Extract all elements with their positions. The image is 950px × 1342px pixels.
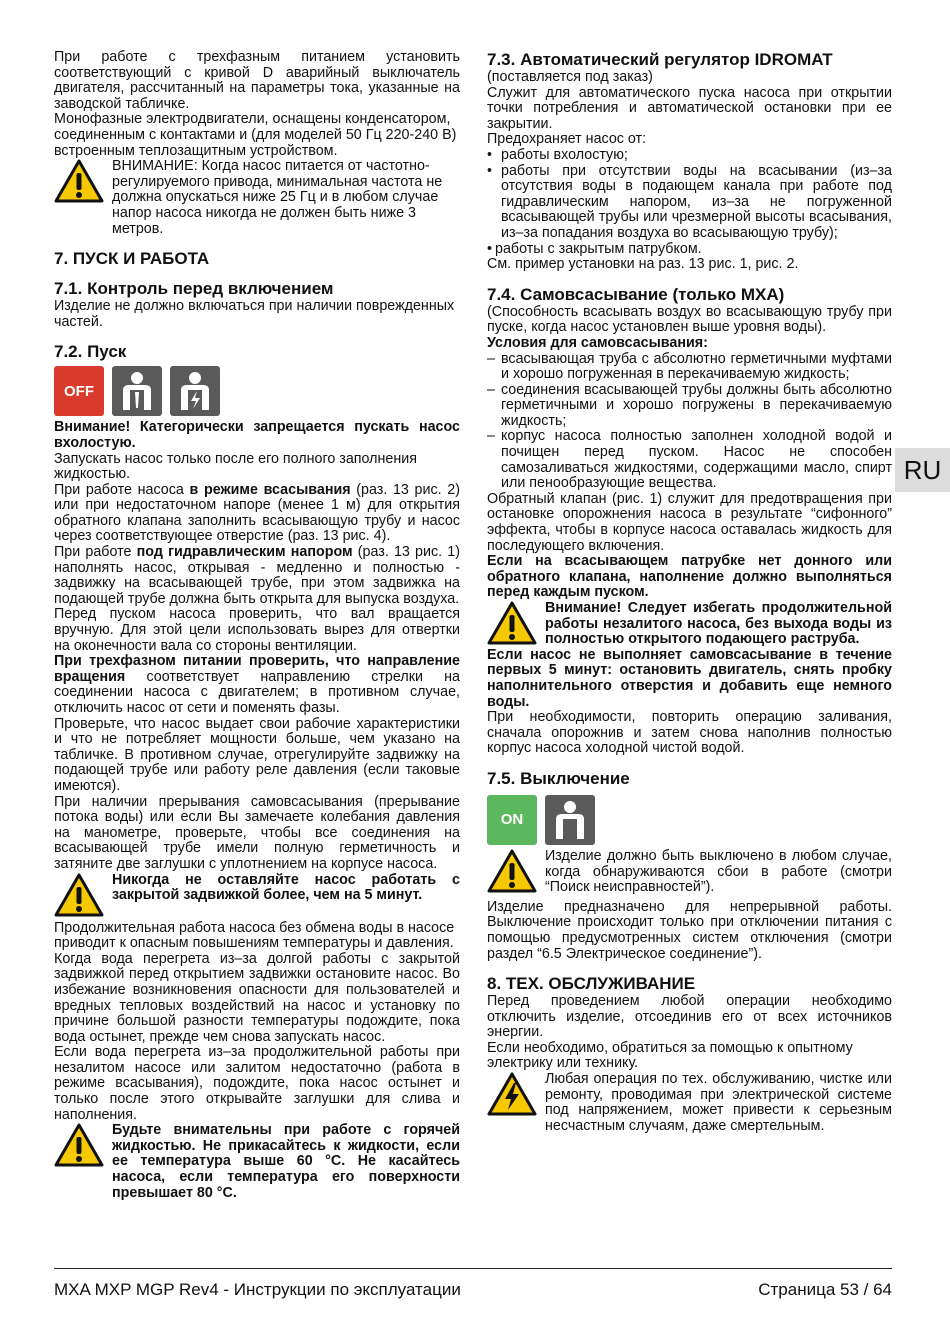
section-7-3-text-2: Предохраняет насос от: xyxy=(487,131,647,148)
section-7-5-heading: 7.5. Выключение xyxy=(487,768,630,788)
maintenance-text-1: Перед проведением любой операции необходимо отключить изделие, отсоединив его от всех источников энергии. xyxy=(487,993,892,1041)
warning-triangle-icon xyxy=(54,1123,104,1167)
list-item: • работы вхолостую; xyxy=(487,146,628,163)
list-item: • работы при отсутствии воды на всасывании (из–за отсутствия воды в подающем канала при работе под гидравлическим напором, из–за не погруженной всасывающей трубы или чрезмерной высоты всасывания, из–за попадания воздуха во всасывающую трубу); xyxy=(487,162,892,241)
section-7-3-text-1: Служит для автоматического пуска насоса при открытии точки потребления и автоматической остановки при ее закрытии. xyxy=(487,84,892,132)
warning-frequency-text: ВНИМАНИЕ: Когда насос питается от частотно-регулируемого привода, минимальная частота не должна опускаться ниже 25 Гц и в любом случае напор насоса никогда не должен быть ниже 3 метров. xyxy=(112,158,443,237)
warning-dry-run-text: Внимание! Следует избегать продолжительной работы незалитого насоса, без выхода воды из полностью открытого подающего раструба. xyxy=(545,600,892,648)
maintenance-text-2: Если необходимо, обратиться за помощью к опытному электрику или технику. xyxy=(487,1039,853,1072)
rotation-text-bold: При трехфазном питании проверить, что направление вращения xyxy=(54,653,460,685)
warning-triangle-icon xyxy=(54,159,104,203)
list-item-text: работы с закрытым патрубком. xyxy=(495,240,702,257)
footer-divider xyxy=(54,1268,892,1269)
rotation-text-c: соответствует направлению стрелки на соединении насоса с двигателем; в противном случае, отключить насос от сети и поменять фазы. xyxy=(54,668,460,716)
warning-triangle-icon xyxy=(487,601,537,645)
list-item: – всасывающая труба с абсолютно герметичными муфтами и хорошо погруженная в перекачиваемую жидкость; xyxy=(487,350,892,383)
list-item: • работы с закрытым патрубком. xyxy=(487,240,702,257)
operator-icon xyxy=(545,795,595,845)
list-item: – корпус насоса полностью заполнен холодной водой и почищен перед пуском. Насос не способен самозаливаться жидкостями, содержащими масло, спирт или пенообразующие вещества. xyxy=(487,428,892,492)
start-icons-row xyxy=(54,366,460,416)
section-7-4-text-1: (Способность всасывать воздух во всасывающую трубу при пуске, когда насос установлен выше уровня воды). xyxy=(487,303,892,336)
suction-text-bold: в режиме всасывания xyxy=(189,481,351,498)
dry-run-warning-bold: Внимание! Категорически запрещается пускать насос вхолостую. xyxy=(54,419,460,451)
shutdown-icons-row xyxy=(487,795,892,845)
warning-closed-valve-text: Никогда не оставляйте насос работать с закрытой задвижкой более, чем на 5 минут. xyxy=(112,871,460,904)
suction-text-c: (раз. 13 рис. 2) или при недостаточном напоре (менее 1 м) для открытия обратного клапана заполнить всасывающую трубу и насос через соответствующее отверстие (раз. 13 рис. 4). xyxy=(54,481,460,545)
footer-page-number: Страница 53 / 64 xyxy=(758,1280,892,1299)
footer-document-title: MXA MXP MGP Rev4 - Инструкции по эксплуатации xyxy=(54,1280,461,1299)
warning-hot-liquid-text: Будьте внимательны при работе с горячей жидкостью. Не прикасайтесь к жидкости, если ее температура выше 60 °C. Не касайтесь насоса, если температура его поверхности превышает 80 °C. xyxy=(112,1122,460,1201)
overheat-text-2: Если вода перегрета из–за продолжительной работы при незалитом насосе или залитом недостаточно (работа в режиме всасывания), подождите, пока насос остынет и только после этого открывайте заглушки для слива и наполнения. xyxy=(54,1044,460,1123)
list-item-text: работы при отсутствии воды на всасывании (из–за отсутствия воды в подающем канала при работе под гидравлическим напором, из–за не погруженной всасывающей трубы или чрезмерной высоты всасывания, из–за попадания воздуха во всасывающую трубу); xyxy=(501,162,892,241)
off-switch-icon: OFF xyxy=(54,366,104,416)
suction-text-a: При работе насоса xyxy=(54,481,190,498)
warning-electric-text: Любая операция по тех. обслуживанию, чистке или ремонту, проводимая при электрической системе под напряжением, может привести к серьезным несчастным случаям, даже смертельным. xyxy=(545,1071,892,1134)
section-7-3-text-3: См. пример установки на раз. 13 рис. 1, рис. 2. xyxy=(487,256,799,273)
section-7-3-subtitle: (поставляется под заказ) xyxy=(487,69,653,85)
five-minutes-bold-text: Если насос не выполняет самовсасывание в течение первых 5 минут: остановить двигатель, снять пробку наполнительного отверстия и добавить еще немного воды. xyxy=(487,646,892,710)
interruption-text: При наличии прерывания самовсасывания (прерывание потока воды) или если Вы замечаете колебания давления на манометре, проверьте, чтобы все соединения на всасывающей трубе имели полную герметичность и затяните две заглушки с уплотнением на корпусе насоса. xyxy=(54,793,460,872)
warning-closed-valve-block xyxy=(54,873,460,917)
list-item: – соединения всасывающей трубы должны быть абсолютно герметичными и хорошо погружены в перекачиваемую жидкость; xyxy=(487,381,892,429)
performance-check-text: Проверьте, что насос выдает свои рабочие характеристики и что не потребляет мощности больше, чем указано на табличке. В противном случае, отрегулируйте задвижку на подающей трубе или работу реле давления (если таковые имеются). xyxy=(54,715,460,794)
intro-paragraph-2: Монофазные электродвигатели, оснащены конденсатором, соединенным с контактами и (для моделей 50 Гц 220-240 В) встроенным теплозащитным устройством. xyxy=(54,111,457,159)
list-item-text: соединения всасывающей трубы должны быть абсолютно герметичными и хорошо погружены в перекачиваемую жидкость; xyxy=(501,381,892,429)
section-7-4-heading: 7.4. Самовсасывание (только MXA) xyxy=(487,284,785,304)
no-valve-bold-text: Если на всасывающем патрубке нет донного или обратного клапана, наполнение должно выполняться перед каждым пуском. xyxy=(487,553,892,601)
warning-shutdown-block xyxy=(487,849,892,896)
overheat-text-1: Когда вода перегрета из–за долгой работы с закрытой задвижкой перед открытием задвижки остановите насос. Во избежание возникновения опасности для пользователей и вредных тепловых воздействий на насос и установку по причине большой разности температуры подождите, пока вода остынет, прежде чем снова запускать насос. xyxy=(54,950,460,1045)
head-text-bold: под гидравлическим напором xyxy=(136,544,353,561)
electric-hazard-icon xyxy=(487,1072,537,1116)
language-tab-ru: RU xyxy=(895,448,950,492)
check-valve-text: Обратный клапан (рис. 1) служит для предотвращения при остановке опорожнения насоса в результате “сифонного” эффекта, чтобы в корпусе насоса оставалась жидкость для последующего включения. xyxy=(487,490,892,554)
suction-mode-text xyxy=(54,483,460,545)
on-switch-icon: ON xyxy=(487,795,537,845)
list-item-text: корпус насоса полностью заполнен холодной водой и почищен перед пуском. Насос не способен самозаливаться жидкостями, содержащими масло, спирт или пенообразующие вещества. xyxy=(501,428,892,492)
conditions-list xyxy=(487,352,892,492)
prolonged-operation-text: Продолжительная работа насоса без обмена воды в насосе приводит к опасным повышениям температуры и давления. xyxy=(54,919,455,952)
head-mode-text xyxy=(54,545,460,607)
fill-before-start-text: Запускать насос только после его полного заполнения жидкостью. xyxy=(54,450,417,483)
intro-paragraph-1: При работе с трехфазным питанием установить соответствующий с кривой D аварийный выключатель двигателя, рассчитанный на параметры тока, указанные на заводской табличке. xyxy=(54,49,460,112)
section-7-1-heading: 7.1. Контроль перед включением xyxy=(54,279,334,299)
head-text-a: При работе xyxy=(54,544,137,561)
warning-triangle-icon xyxy=(54,873,104,917)
repeat-filling-text: При необходимости, повторить операцию заливания, сначала опорожнив и затем снова наполнив полностью корпус насоса холодной чистой водой. xyxy=(487,709,892,757)
operator-wrench-icon xyxy=(112,366,162,416)
section-7-2-heading: 7.2. Пуск xyxy=(54,342,127,362)
operator-electric-icon xyxy=(170,366,220,416)
rotation-check-text xyxy=(54,654,460,716)
protection-list xyxy=(487,148,892,257)
right-column xyxy=(487,50,892,1134)
section-7-3-heading: 7.3. Автоматический регулятор IDROMAT xyxy=(487,50,833,69)
list-item-text: работы вхолостую; xyxy=(501,146,628,163)
warning-triangle-icon xyxy=(487,849,537,893)
section-8-heading: 8. ТЕХ. ОБСЛУЖИВАНИЕ xyxy=(487,974,696,994)
warning-dry-run-block xyxy=(487,601,892,648)
left-column xyxy=(54,50,460,1201)
section-7-1-text: Изделие не должно включаться при наличии поврежденных частей. xyxy=(54,298,455,330)
continuous-operation-text: Изделие предназначено для непрерывной работы. Выключение происходит только при отключении питания с помощью предусмотренных систем отключения (смотри раздел “6.5 Электрическое соединение”). xyxy=(487,898,892,962)
list-item-text: всасывающая труба с абсолютно герметичными муфтами и хорошо погруженная в перекачиваемую жидкость; xyxy=(501,350,892,383)
warning-shutdown-text: Изделие должно быть выключено в любом случае, когда обнаруживаются сбои в работе (смотри “Поиск неисправностей”). xyxy=(545,847,892,896)
head-text-c: (раз. 13 рис. 1) наполнять насос, открывая - медленно и полностью - задвижку на всасывающей трубе, при этом задвижка на подающей трубе должна быть открыта для выпуска воздуха. xyxy=(54,544,460,607)
shaft-check-text: Перед пуском насоса проверить, что вал вращается вручную. Для этой цели использовать вырез для отвертки на оконечности вала со стороны вентиляции. xyxy=(54,606,460,654)
warning-electric-block xyxy=(487,1072,892,1134)
self-priming-conditions-heading: Условия для самовсасывания: xyxy=(487,334,708,351)
warning-hot-liquid-block xyxy=(54,1123,460,1201)
section-7-heading: 7. ПУСК И РАБОТА xyxy=(54,249,210,269)
warning-frequency-block xyxy=(54,159,460,237)
